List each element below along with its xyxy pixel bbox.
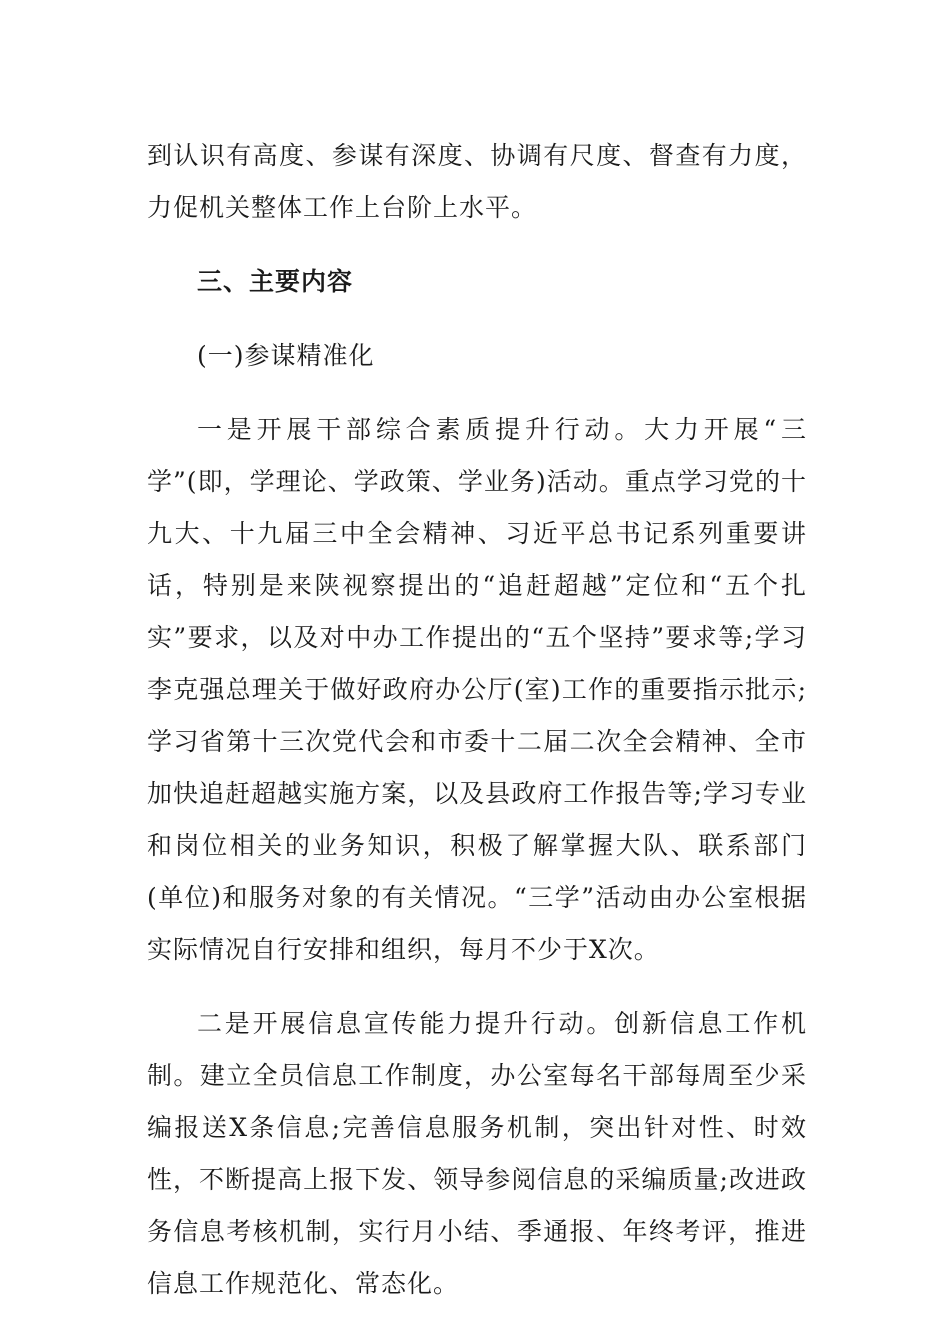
section-heading: 三、主要内容	[197, 267, 354, 296]
document-body	[147, 130, 807, 1310]
body-paragraph-2: 二是开展信息宣传能力提升行动。创新信息工作机制。建立全员信息工作制度，办公室每名干部每周至少采编报送X条信息;完善信息服务机制，突出针对性、时效性，不断提高上报下发、领导参阅信息的采编质量;改进政务信息考核机制，实行月小结、季通报、年终考评，推进信息工作规范化、常态化。	[147, 1009, 807, 1298]
body-paragraph-1: 一是开展干部综合素质提升行动。大力开展“三学”(即，学理论、学政策、学业务)活动。重点学习党的十九大、十九届三中全会精神、习近平总书记系列重要讲话，特别是来陕视察提出的“追赶超越”定位和“五个扎实”要求，以及对中办工作提出的“五个坚持”要求等;学习李克强总理关于做好政府办公厅(室)工作的重要指示批示;学习省第十三次党代会和市委十二届二次全会精神、全市加快追赶超越实施方案，以及县政府工作报告等;学习专业和岗位相关的业务知识，积极了解掌握大队、联系部门(单位)和服务对象的有关情况。“三学”活动由办公室根据实际情况自行安排和组织，每月不少于X次。	[147, 415, 807, 964]
intro-continuation-paragraph: 到认识有高度、参谋有深度、协调有尺度、督查有力度，力促机关整体工作上台阶上水平。	[147, 141, 807, 222]
subsection-heading: (一)参谋精准化	[197, 341, 375, 370]
